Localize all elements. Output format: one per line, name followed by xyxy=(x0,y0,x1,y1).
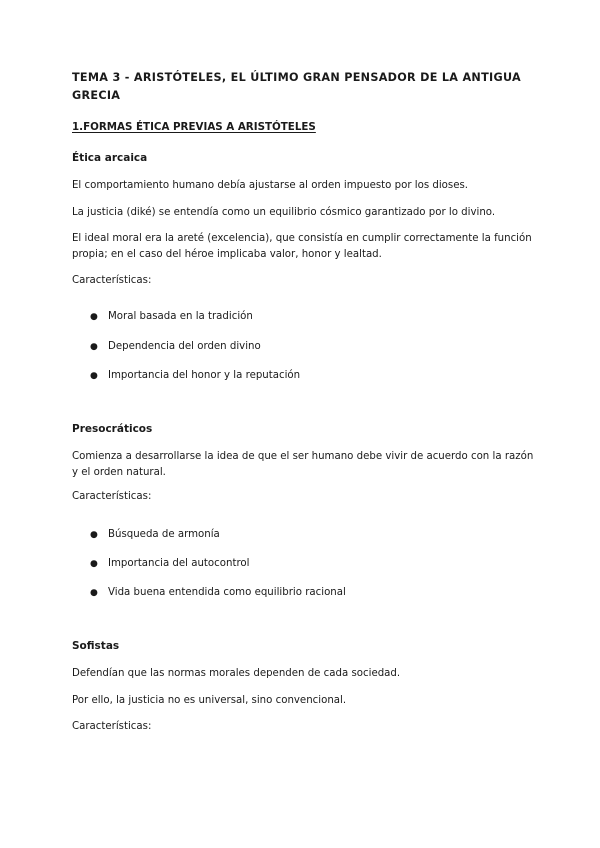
list-item xyxy=(90,529,220,540)
subheading-presocraticos: Presocráticos xyxy=(72,423,153,435)
bullet-icon: ● xyxy=(90,342,98,352)
paragraph: El ideal moral era la areté (excelencia), que consistía en cumplir correctamente la función propia; en el caso del héroe implicaba valor, honor y lealtad. xyxy=(72,233,532,260)
section-heading-formas-etica: 1.FORMAS ÉTICA PREVIAS A ARISTÓTELES xyxy=(72,121,316,133)
paragraph: La justicia (diké) se entendía como un equilibrio cósmico garantizado por lo divino. xyxy=(72,207,496,218)
list-item-text: Importancia del honor y la reputación xyxy=(108,370,301,381)
list-item xyxy=(90,311,253,322)
list-item-text: Vida buena entendida como equilibrio racional xyxy=(108,587,346,598)
characteristics-label: Características: xyxy=(72,721,152,732)
list-item xyxy=(90,587,346,598)
bullet-icon: ● xyxy=(90,371,98,381)
bullet-icon: ● xyxy=(90,588,98,598)
list-item-text: Dependencia del orden divino xyxy=(108,341,261,352)
list-item-text: Moral basada en la tradición xyxy=(108,311,253,322)
bullet-icon: ● xyxy=(90,530,98,540)
paragraph: Comienza a desarrollarse la idea de que el ser humano debe vivir de acuerdo con la razón y el orden natural. xyxy=(72,451,534,478)
list-item xyxy=(90,558,249,569)
list-item-text: Búsqueda de armonía xyxy=(108,529,220,540)
document-title: TEMA 3 - ARISTÓTELES, EL ÚLTIMO GRAN PENSADOR DE LA ANTIGUA GRECIA xyxy=(72,71,521,102)
list-item-text: Importancia del autocontrol xyxy=(108,558,250,569)
bullet-icon: ● xyxy=(90,312,98,322)
bullet-icon: ● xyxy=(90,559,98,569)
paragraph: El comportamiento humano debía ajustarse al orden impuesto por los dioses. xyxy=(72,180,469,191)
characteristics-label: Características: xyxy=(72,275,152,286)
paragraph: Defendían que las normas morales dependen de cada sociedad. xyxy=(72,668,401,679)
subheading-etica-arcaica: Ética arcaica xyxy=(72,152,148,164)
characteristics-label: Características: xyxy=(72,491,152,502)
subheading-sofistas: Sofistas xyxy=(72,640,120,652)
paragraph: Por ello, la justicia no es universal, sino convencional. xyxy=(72,695,347,706)
list-item xyxy=(90,341,261,352)
list-item xyxy=(90,370,300,381)
